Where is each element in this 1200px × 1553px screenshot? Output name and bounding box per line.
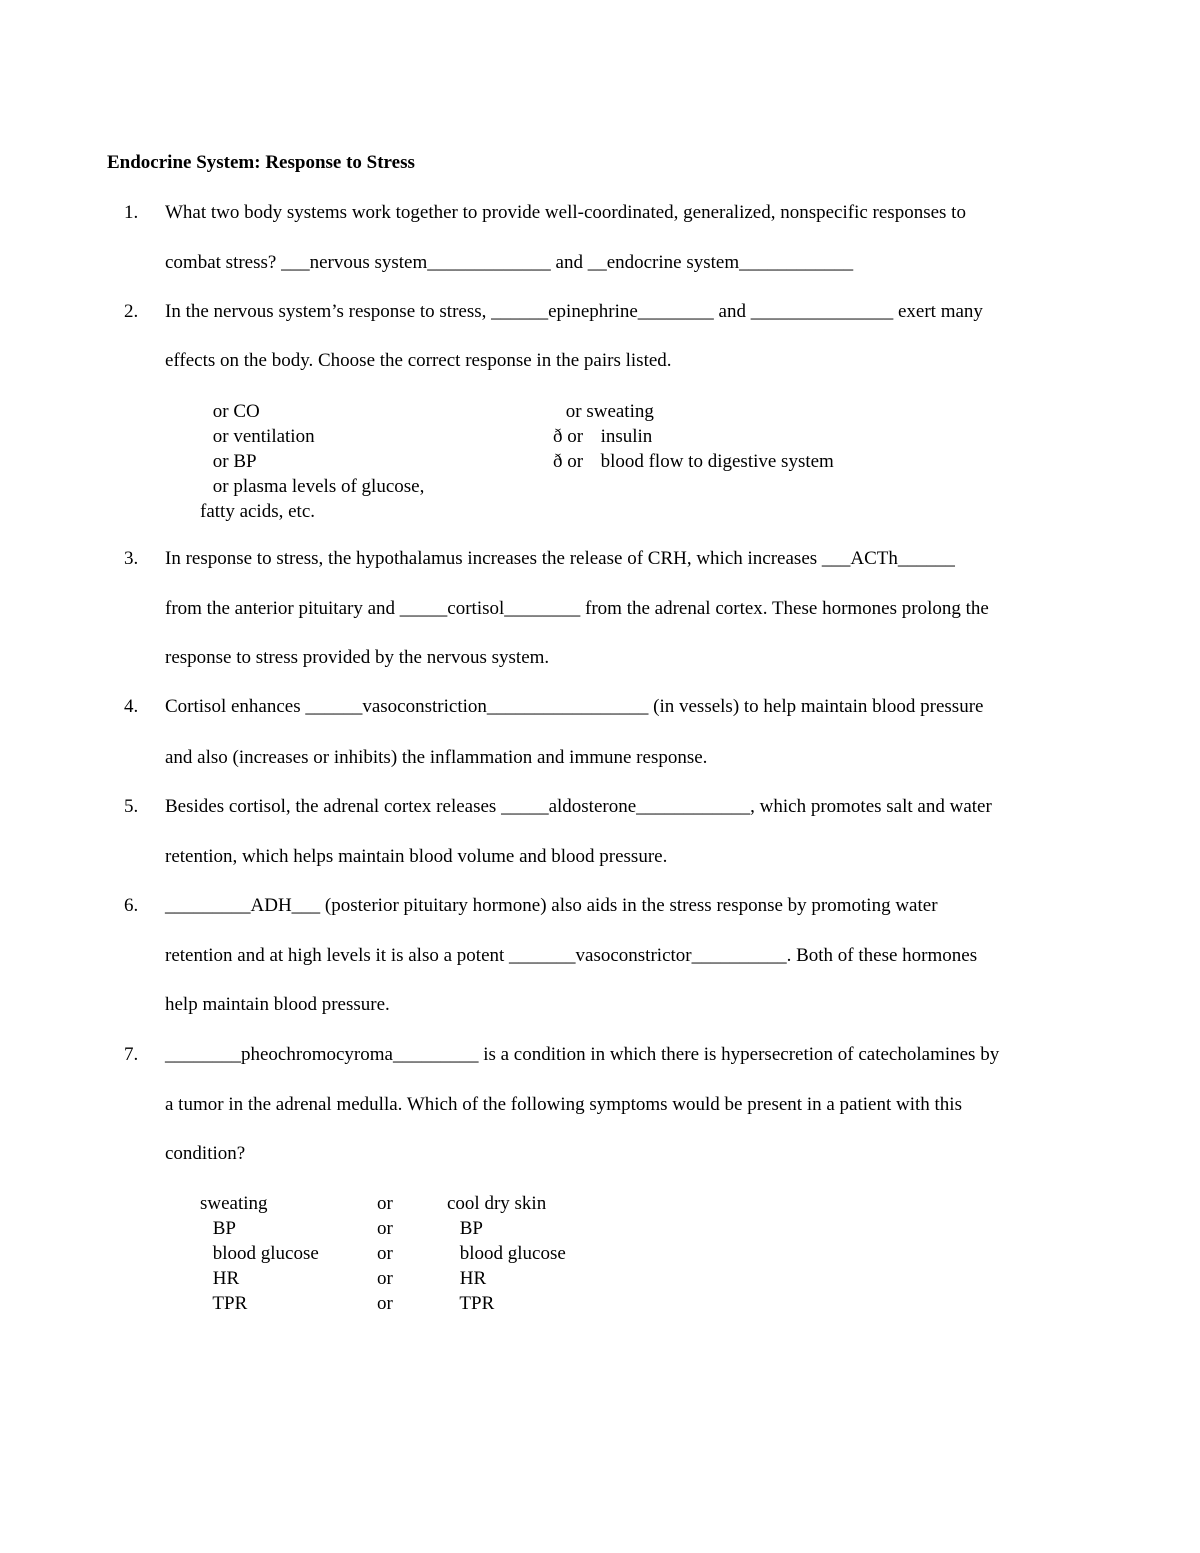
question-text: retention and at high levels it is also a potent _______vasoconstrictor__________. Both of these hormones: [165, 945, 978, 966]
response-pair: [553, 399, 654, 424]
question-text: Besides cortisol, the adrenal cortex releases _____aldosterone____________, which promotes salt and water: [165, 796, 992, 817]
question-text: ________pheochromocyroma_________ is a condition in which there is hypersecretion of catecholamines by: [165, 1044, 1000, 1065]
pair-text: or ventilation: [208, 426, 315, 447]
symptom-option-b: cool dry skin: [447, 1193, 547, 1214]
pair-text: or plasma levels of glucose,: [208, 476, 425, 497]
question-text: Cortisol enhances ______vasoconstriction_________________ (in vessels) to help maintain blood pressure: [165, 696, 984, 717]
pair-text: blood flow to digestive system: [595, 451, 834, 472]
symptom-option-a: TPR: [208, 1293, 248, 1314]
question-text: In the nervous system’s response to stress, ______epinephrine________ and _______________ exert many: [165, 301, 983, 322]
pair-text: fatty acids, etc.: [200, 501, 316, 522]
symptom-option-a: HR: [208, 1268, 240, 1289]
symptom-option-a: sweating: [200, 1193, 268, 1214]
question-text: effects on the body. Choose the correct response in the pairs listed.: [165, 350, 672, 371]
symptom-option-b: BP: [455, 1218, 483, 1239]
question-number: 4.: [124, 696, 139, 717]
or-label: or: [377, 1268, 393, 1289]
question-number: 5.: [124, 796, 139, 817]
arrow-icon: ð: [553, 426, 563, 447]
question-number: 3.: [124, 548, 139, 569]
question-text: In response to stress, the hypothalamus increases the release of CRH, which increases ___ACTh______: [165, 548, 955, 569]
question-text: What two body systems work together to provide well-coordinated, generalized, nonspecific responses to: [165, 202, 966, 223]
symptom-option-a: blood glucose: [208, 1243, 319, 1264]
question-text: a tumor in the adrenal medulla. Which of the following symptoms would be present in a patient with this: [165, 1094, 962, 1115]
question-text: _________ADH___ (posterior pituitary hormone) also aids in the stress response by promoting water: [165, 895, 938, 916]
arrow-icon: ð: [553, 451, 563, 472]
symptom-option-b: blood glucose: [455, 1243, 566, 1264]
or-label: or: [377, 1243, 393, 1264]
response-pair: [200, 449, 257, 474]
pair-text: or BP: [208, 451, 257, 472]
symptom-option-a: BP: [208, 1218, 236, 1239]
response-pair: [200, 424, 315, 449]
question-text: and also (increases or inhibits) the inflammation and immune response.: [165, 747, 708, 768]
or-label: or: [377, 1293, 393, 1314]
question-number: 1.: [124, 202, 139, 223]
question-text: help maintain blood pressure.: [165, 994, 390, 1015]
pair-text: or: [562, 426, 588, 447]
pair-text: or CO: [208, 401, 260, 422]
question-text: from the anterior pituitary and _____cortisol________ from the adrenal cortex. These hormones prolong the: [165, 598, 989, 619]
page-title: Endocrine System: Response to Stress: [107, 152, 415, 173]
question-number: 7.: [124, 1044, 139, 1065]
symptom-option-b: HR: [455, 1268, 487, 1289]
question-number: 2.: [124, 301, 139, 322]
response-pair-continuation: [200, 499, 315, 524]
pair-text: or sweating: [561, 401, 654, 422]
question-text: response to stress provided by the nervous system.: [165, 647, 550, 668]
symptom-option-b: TPR: [455, 1293, 495, 1314]
question-text: condition?: [165, 1143, 246, 1164]
response-pair: [553, 449, 834, 474]
or-label: or: [377, 1218, 393, 1239]
question-text: combat stress? ___nervous system_____________ and __endocrine system____________: [165, 252, 854, 273]
response-pair: [200, 399, 260, 424]
pair-text: insulin: [595, 426, 653, 447]
response-pair: [553, 424, 652, 449]
question-text: retention, which helps maintain blood volume and blood pressure.: [165, 846, 668, 867]
response-pair: [200, 474, 424, 499]
question-number: 6.: [124, 895, 139, 916]
pair-text: or: [562, 451, 588, 472]
or-label: or: [377, 1193, 393, 1214]
